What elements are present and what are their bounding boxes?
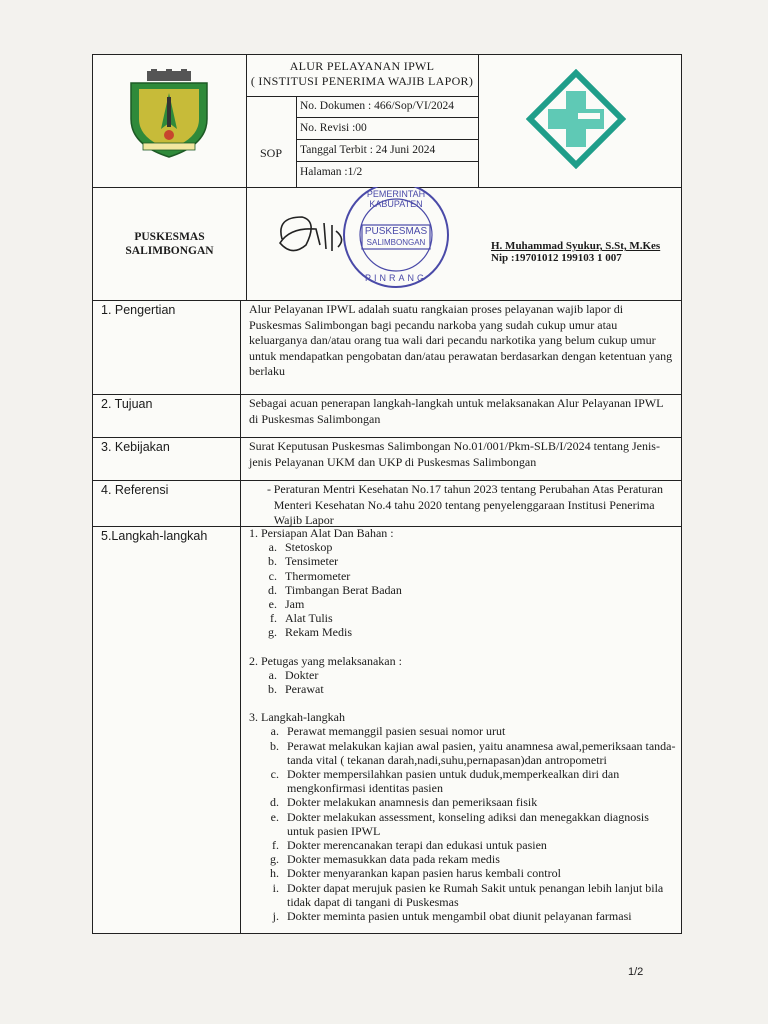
section-label: 5.Langkah-langkah [93,526,241,933]
list-marker: c. [270,767,279,782]
institution-name-line2: SALIMBONGAN [125,245,214,257]
institution-cell [93,187,247,300]
title-cell [246,55,479,187]
step-item [249,810,677,838]
stamp-signature-area [246,187,478,300]
stamp-middle-text1: PUSKESMAS [364,226,428,237]
petugas-list [249,668,677,696]
list-text: Dokter memasukkan data pada rekam medis [287,852,500,867]
section-referensi [93,480,681,527]
left-logo-cell [93,55,247,187]
section-text: Surat Keputusan Puskesmas Salimbongan No.01/001/Pkm-SLB/I/2024 tentang Jenis-jenis Pelayanan UKM dan UKP di Puskesmas Salimbongan [249,439,660,469]
page-number: 1/2 [628,966,644,978]
list-text: Perawat [285,682,324,697]
section-label: 3. Kebijakan [93,437,241,480]
list-text: Dokter dapat merujuk pasien ke Rumah Sakit untuk penangan lebih lanjut bila tidak dapat di tangani di Puskesmas [287,880,664,909]
list-marker: f. [270,611,277,626]
step-item [249,866,677,880]
list-marker: b. [270,738,279,753]
list-text: Perawat melakukan kajian awal pasien, yaitu anamnesa awal,pemeriksaan tanda-tanda vital ( tekanan darah,nadi,suhu,pernapasan)dan antropometri [287,738,676,767]
step-item [249,909,677,923]
document-header [93,55,681,188]
step-item [249,724,677,738]
sop-label: SOP [259,146,282,160]
petugas-heading: 2. Petugas yang melaksanakan : [249,653,402,668]
step-item [249,881,677,909]
signer-nip: Nip :19701012 199103 1 007 [491,252,622,264]
list-text: Dokter mempersilahkan pasien untuk duduk,memperkealkan diri dan mengkonfirmasi identitas pasien [287,767,620,796]
list-marker: a. [270,724,279,739]
alat-item [249,554,677,568]
alat-item [249,597,677,611]
sop-cell [246,96,297,187]
section-text: Alur Pelayanan IPWL adalah suatu rangkaian proses pelayanan wajib lapor di Puskesmas Salimbongan bagi pecandu narkoba yang sudah cukup umur atau keluarganya dan/atau orang tua wali dari pecandu narkotika yang belum cukup umur untuk mendapatkan pengobatan dan/atau perawatan berdasarkan dengan ketentuan yang berlaku [249,302,673,378]
list-text: Dokter merencanakan terapi dan edukasi untuk pasien [287,838,547,853]
stamp-middle-text2: SALIMBONGAN [366,238,426,247]
section-label: 2. Tujuan [93,394,241,437]
puskesmas-logo-icon [526,69,626,169]
page-info: Halaman :1/2 [300,166,363,178]
list-marker: e. [270,809,279,824]
list-marker: f. [272,838,279,853]
list-text: Dokter [285,667,319,682]
doc-number: No. Dokumen : 466/Sop/VI/2024 [296,96,478,118]
step-item [249,795,677,809]
list-text: Perawat memanggil pasien sesuai nomor urut [287,724,506,739]
spacer [249,640,677,654]
list-marker: b. [268,682,277,697]
alat-item [249,611,677,625]
alat-item [249,583,677,597]
petugas-item [249,682,677,696]
list-text: Dokter melakukan assessment, konseling adiksi dan menegakkan diagnosis untuk pasien IPWL [287,809,649,838]
section-label: 4. Referensi [93,480,241,526]
signature-row [93,187,681,301]
list-text: Dokter meminta pasien untuk mengambil obat diunit pelayanan farmasi [287,909,632,924]
institution-name-line1: PUSKESMAS [134,231,205,243]
list-text: Dokter melakukan anamnesis dan pemeriksaan fisik [287,795,538,810]
list-dash: - [267,482,271,496]
list-marker: g. [268,625,277,640]
section-kebijakan [93,437,681,481]
list-marker: e. [268,597,277,612]
list-marker: j. [272,909,279,924]
alat-item [249,540,677,554]
alat-list [249,540,677,639]
stamp-bottom-text: PINRANG [364,273,427,283]
section-tujuan [93,394,681,438]
reference-text: Peraturan Mentri Kesehatan No.17 tahun 2023 tentang Perubahan Atas Peraturan Menteri Kesehatan No.4 tahu 2020 tentang penyelenggaraan Institusi Penerima Wajib Lapor [273,482,663,527]
list-marker: d. [270,795,279,810]
list-text: Rekam Medis [285,625,352,640]
list-marker: g. [270,852,279,867]
signer-block [491,240,660,264]
stamp-top-text: PEMERINTAH KABUPATEN [366,189,426,209]
right-logo-cell [478,55,681,187]
step-item [249,852,677,866]
spacer [249,696,677,710]
list-marker: i. [272,880,279,895]
list-text: Jam [285,597,305,612]
signature-scribble [280,217,342,251]
issue-date: Tanggal Terbit : 24 Juni 2024 [296,140,478,162]
list-marker: d. [268,582,277,597]
list-text: Thermometer [285,568,351,583]
list-text: Tensimeter [285,554,339,569]
revision-number: No. Revisi :00 [296,118,478,140]
section-text: Sebagai acuan penerapan langkah-langkah untuk melaksanakan Alur Pelayanan IPWL di Puskesmas Salimbongan [249,396,664,426]
steps-content [249,526,677,923]
list-marker: b. [268,554,277,569]
document-subtitle: ( INSTITUSI PENERIMA WAJIB LAPOR) [250,74,474,88]
sop-document [92,54,682,934]
list-text: Stetoskop [285,540,333,555]
steps-heading: 3. Langkah-langkah [249,710,345,725]
step-item [249,838,677,852]
alat-heading: 1. Persiapan Alat Dan Bahan : [249,526,394,540]
section-langkah [93,526,681,933]
list-marker: h. [270,866,279,881]
list-text: Alat Tulis [285,611,333,626]
section-label: 1. Pengertian [93,300,241,394]
list-text: Timbangan Berat Badan [285,582,402,597]
alat-item [249,569,677,583]
document-title: ALUR PELAYANAN IPWL [289,59,435,73]
step-item [249,739,677,767]
reference-item [249,482,675,529]
list-marker: a. [268,667,277,682]
signer-name: H. Muhammad Syukur, S.St, M.Kes [491,240,661,252]
regency-emblem-icon [121,69,217,161]
steps-list [249,724,677,923]
petugas-item [249,668,677,682]
section-pengertian [93,300,681,395]
list-marker: a. [268,540,277,555]
alat-item [249,625,677,639]
list-text: Dokter menyarankan kapan pasien harus kembali control [287,866,561,881]
list-marker: c. [268,568,277,583]
step-item [249,767,677,795]
